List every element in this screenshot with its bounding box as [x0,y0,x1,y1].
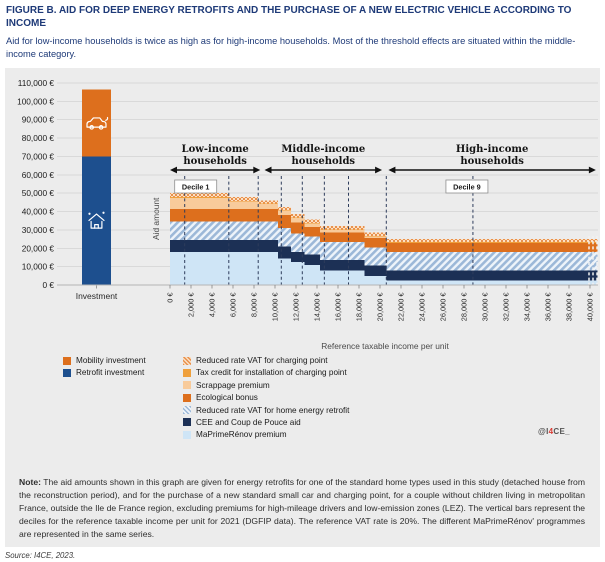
y-axis-labels [17,78,54,290]
legend-investment [63,356,146,381]
x-tick-label: 34,000 € [522,292,532,322]
area-segment [170,193,229,197]
investment-bar [82,89,111,285]
income-group-label: Low-income [181,144,249,155]
area-segment [386,243,597,252]
legend-item [183,418,349,427]
handle-part: CE_ [553,427,570,436]
legend-label: Ecological bonus [196,393,258,403]
income-group-label: households [460,156,524,167]
y-tick-label: 80,000 € [21,133,54,144]
decile-label: Decile 1 [181,182,210,192]
arrowhead-right [253,167,260,174]
source-line: Source: I4CE, 2023. [5,551,76,560]
note-text: The aid amounts shown in this graph are given for energy retrofits for one of the standard home types used in this study (detached house from the reconstruction period), and for the purchase of a new standard small car and charging point, for a couple without children living in metropolitan France, outside the Ile de France region, excluding premiums for high-mileage drivers and low-emission zones (LEZ). The vertical bars represent the deciles for the reference taxable income per unit for 2021 (DGFIP data). The reference VAT rate is 20%. The different MaPrimeRénov' programmes are represented in the same series. [19,477,585,539]
investment-bar-label: Investment [75,291,118,301]
area-segment [258,204,278,209]
area-segment [364,232,386,235]
area-segment [229,201,258,208]
x-axis-title: Reference taxable income per unit [321,341,449,351]
handle-part-accent: 4 [548,427,554,436]
legend-swatch [63,369,71,377]
y-axis-title: Aid amount [151,197,161,240]
aid-chart [5,68,600,368]
area-segment [229,240,258,252]
x-tick-label: 14,000 € [312,292,322,322]
handle-part: @I [538,427,549,436]
legend-item [63,368,146,377]
area-segment [364,266,386,276]
legend-swatch [183,357,191,365]
area-segment [170,252,229,285]
area-segment [278,207,291,210]
area-segment [304,255,320,265]
arrowhead-left [265,167,272,174]
area-segment [258,222,278,240]
x-tick-label: 6,000 € [228,292,238,318]
area-segment [258,204,278,205]
area-segment [278,246,291,258]
area-segment [170,198,229,209]
area-segment [229,252,258,285]
y-tick-label: 90,000 € [21,114,54,125]
y-tick-label: 50,000 € [21,188,54,199]
area-segment [304,236,320,254]
area-segment [386,270,597,280]
legend-label: Scrappage premium [196,380,270,390]
income-group-label: High-income [455,144,529,155]
income-group-label: households [183,156,247,167]
legend-label: MaPrimeRénov premium [196,430,287,440]
y-tick-label: 0 € [42,280,54,290]
area-segment [304,227,320,236]
legend-swatch [183,431,191,439]
x-tick-label: 32,000 € [501,292,511,322]
area-segment [386,280,597,285]
income-group-arrows [170,144,596,173]
income-group-label: Middle-income [281,144,366,155]
area-segment [364,236,386,238]
area-segment [278,211,291,216]
investment-segment [82,156,111,285]
y-tick-label: 30,000 € [21,224,54,235]
x-tick-label: 40,000 € [585,292,595,322]
legend-item [183,368,349,377]
area-segment [386,242,597,243]
x-tick-label: 10,000 € [270,292,280,322]
note-label: Note: [19,477,41,487]
twitter-handle [538,427,570,436]
arrowhead-right [589,167,596,174]
legend-label: Mobility investment [76,356,146,365]
legend-swatch [183,418,191,426]
legend-item [63,356,146,365]
arrowhead-left [170,167,177,174]
area-segment [386,252,597,270]
legend-swatch [63,357,71,365]
legend-item [183,406,349,415]
legend-label: Reduced rate VAT for home energy retrofit [196,405,350,415]
area-segment [320,230,364,233]
chart-panel [5,68,600,547]
x-tick-label: 30,000 € [480,292,490,322]
area-segment [278,215,291,228]
legend-label: Reduced rate VAT for charging point [196,356,328,365]
area-segment [320,270,364,285]
figure-subtitle: Aid for low-income households is twice as high as for high-income households. Most of the threshold effects are situated within the middle-income category. [6,36,576,59]
area-segment [278,258,291,285]
y-tick-label: 110,000 € [17,78,54,88]
x-tick-label: 26,000 € [438,292,448,322]
area-segment [364,236,386,237]
area-segment [229,222,258,240]
area-segment [258,240,278,252]
area-segment [364,238,386,247]
area-segment [304,223,320,227]
area-segment [304,265,320,285]
x-tick-label: 22,000 € [396,292,406,322]
x-tick-label: 12,000 € [291,292,301,322]
x-tick-label: 16,000 € [333,292,343,322]
income-group-label: households [291,156,356,167]
legend-swatch [183,406,191,414]
legend-aid-series [183,356,349,443]
y-tick-label: 100,000 € [17,96,54,107]
area-segment [170,240,229,252]
area-segment [258,209,278,222]
area-segment [364,276,386,285]
area-segment [320,226,364,229]
x-tick-label: 38,000 € [564,292,574,322]
area-segment [304,220,320,223]
figure-title: FIGURE B. AID FOR DEEP ENERGY RETROFITS AND THE PURCHASE OF A NEW ELECTRIC VEHICLE ACCORDING TO INCOME [6,5,572,29]
area-segment [320,229,364,230]
y-tick-label: 20,000 € [21,243,54,254]
x-tick-label: 0 € [165,292,175,303]
legend-item [183,430,349,439]
x-tick-label: 2,000 € [186,292,196,318]
x-tick-label: 8,000 € [249,292,259,318]
arrowhead-left [388,167,395,174]
decile-label: Decile 9 [453,182,481,192]
area-segment [170,197,229,198]
y-tick-label: 70,000 € [21,151,54,162]
area-segment [320,260,364,270]
legend-item [183,381,349,390]
investment-segment [82,89,111,156]
area-segment [170,222,229,240]
x-axis [57,285,598,321]
x-tick-label: 28,000 € [459,292,469,322]
legend-label: CEE and Coup de Pouce aid [196,417,301,427]
y-tick-label: 60,000 € [21,169,54,180]
area-segment [364,247,386,265]
y-tick-label: 40,000 € [21,206,54,217]
x-tick-label: 20,000 € [375,292,385,322]
area-segment [229,197,258,201]
note [19,476,585,540]
legend-swatch [183,369,191,377]
stacked-areas [170,193,597,285]
legend-swatch [183,394,191,402]
x-tick-label: 18,000 € [354,292,364,322]
legend-swatch [183,381,191,389]
area-segment [320,242,364,260]
area-segment [304,223,320,224]
x-tick-label: 24,000 € [417,292,427,322]
y-tick-label: 10,000 € [21,261,54,272]
area-segment [320,233,364,242]
area-segment [258,200,278,203]
area-segment [386,239,597,242]
x-tick-label: 4,000 € [207,292,217,318]
x-tick-label: 36,000 € [543,292,553,322]
area-segment [229,201,258,202]
area-segment [229,209,258,222]
area-segment [170,209,229,222]
legend-item [183,356,349,365]
area-segment [278,210,291,211]
area-segment [258,252,278,285]
legend-label: Retrofit investment [76,368,145,378]
arrowhead-right [375,167,382,174]
area-segment [278,228,291,246]
legend-label: Tax credit for installation of charging point [196,368,347,378]
legend-item [183,393,349,402]
